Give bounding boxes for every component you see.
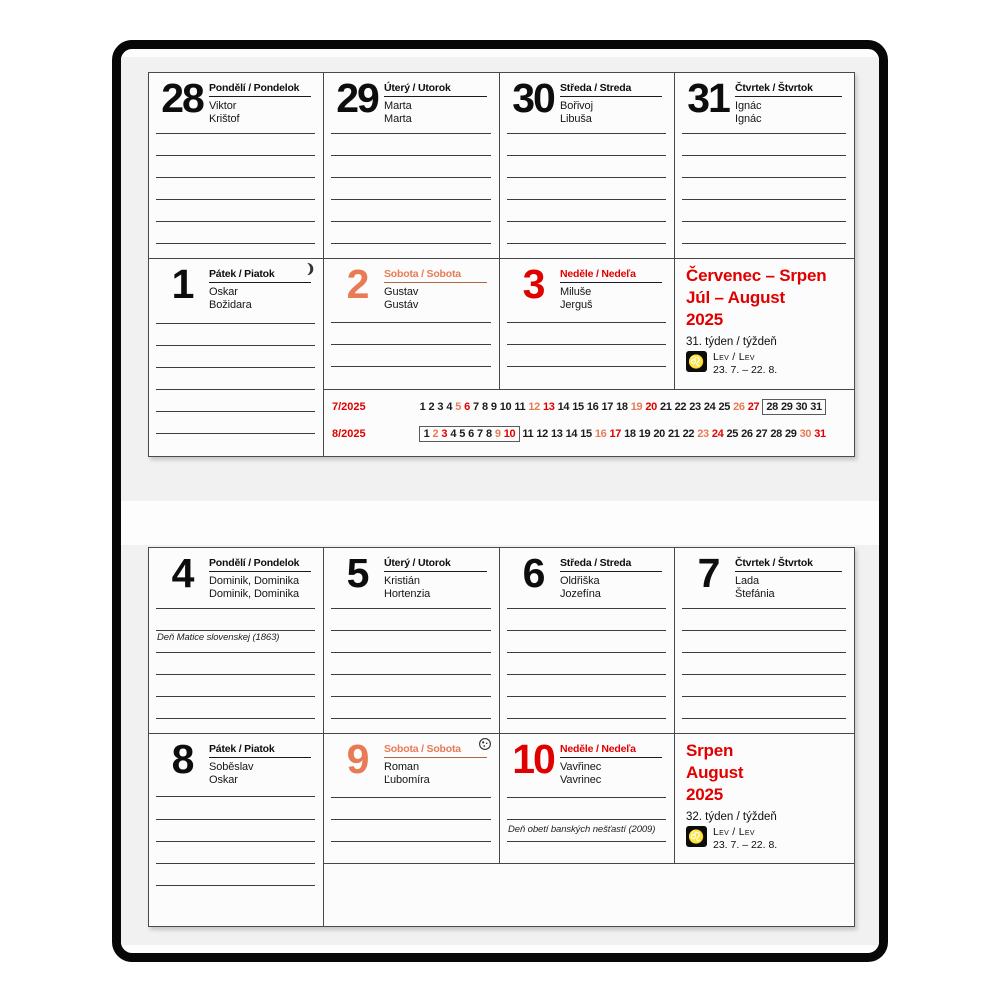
day-name-label: Pátek / Piatok [209,743,311,758]
name-day-name: Kristián [384,575,420,587]
day-number: 2 [346,261,368,307]
week-panel-top [148,72,855,457]
mini-day-5: 5 [455,401,461,413]
ruled-line[interactable] [331,652,491,653]
mini-day-3: 3 [437,401,444,413]
mini-day-6: 6 [464,401,470,413]
mini-day-20: 20 [653,428,665,440]
mini-day-5: 5 [459,428,465,440]
mini-day-13: 13 [551,428,563,440]
mini-day-19: 19 [638,428,651,440]
mini-day-7: 7 [473,401,479,413]
ruled-line[interactable] [682,652,846,653]
ruled-line[interactable] [682,630,846,631]
mini-day-9: 9 [490,401,497,413]
month-title-line: 2025 [686,785,724,804]
day-header [384,268,487,312]
mini-day-2: 2 [428,401,435,413]
day-number: 1 [171,261,193,307]
day-header [384,82,487,126]
ruled-line[interactable] [156,177,315,178]
day-name-label: Úterý / Utorok [384,82,487,97]
full-moon-icon [478,737,492,751]
day-header [384,743,487,787]
ruled-line[interactable] [507,630,666,631]
mini-day-9: 9 [494,428,501,440]
mini-calendar-month-label: 7/2025 [332,401,366,413]
day-number: 28 [161,75,203,121]
ruled-line[interactable] [682,199,846,200]
name-day-name: Oskar [209,286,238,298]
name-day-name: Lada [735,575,760,587]
mini-day-31: 31 [814,428,826,440]
notes-strip [323,863,854,926]
day-header [735,557,842,601]
name-day-name: Libuša [560,113,592,125]
name-day-names [560,100,662,126]
mini-day-22: 22 [682,428,695,440]
leo-zodiac-icon: ♌ [686,351,707,372]
name-day-name: Ignác [735,113,762,125]
name-day-name: Miluše [560,286,592,298]
mini-day-2: 2 [432,428,439,440]
mini-day-12: 12 [536,428,548,440]
mini-calendar-strip [323,389,854,456]
mini-calendar-days [418,399,827,415]
ruled-line[interactable] [682,177,846,178]
name-day-name: Oskar [209,774,238,786]
day-number: 31 [687,75,729,121]
mini-calendar-month-label: 8/2025 [332,428,366,440]
day-name-label: Neděle / Nedeľa [560,268,662,283]
ruled-line[interactable] [507,696,666,697]
ruled-line[interactable] [156,433,315,434]
ruled-line[interactable] [331,696,491,697]
ruled-line[interactable] [156,367,315,368]
current-spread-box [762,399,827,415]
week-number-label: 31. týden / týždeň [686,336,777,348]
name-day-names [209,761,311,787]
day-header [209,557,311,601]
month-info-cell [674,259,854,389]
mini-day-28: 28 [766,401,778,413]
day-number: 5 [346,550,368,596]
ruled-line[interactable] [156,718,315,719]
mini-day-17: 17 [609,428,621,440]
ruled-line[interactable] [682,608,846,609]
name-day-names [209,286,311,312]
mini-day-15: 15 [572,401,584,413]
name-day-names [735,575,842,601]
current-spread-box [419,426,520,442]
month-title-line: Júl – August [686,288,785,307]
mini-day-14: 14 [557,401,570,413]
day-name-label: Čtvrtek / Štvrtok [735,557,842,572]
ruled-line[interactable] [331,221,491,222]
name-day-name: Marta [384,113,412,125]
ruled-line[interactable] [156,389,315,390]
ruled-line[interactable] [507,322,666,323]
day-number: 4 [171,550,193,596]
ruled-line[interactable] [156,796,315,797]
ruled-line[interactable] [331,366,491,367]
day-name-label: Sobota / Sobota [384,743,487,758]
mini-day-27: 27 [747,401,760,413]
mini-day-29: 29 [785,428,797,440]
ruled-line[interactable] [682,155,846,156]
mini-day-19: 19 [630,401,643,413]
ruled-line[interactable] [331,819,491,820]
mini-day-10: 10 [503,428,516,440]
name-day-name: Viktor [209,100,237,112]
mini-day-21: 21 [668,428,680,440]
day-header [735,82,842,126]
ruled-line[interactable] [156,885,315,886]
day-number: 6 [522,550,544,596]
mini-day-4: 4 [450,428,457,440]
ruled-line[interactable] [507,608,666,609]
ruled-line[interactable] [156,841,315,842]
week-number-label: 32. týden / týždeň [686,811,777,823]
zodiac-name: Lev / Lev [713,826,755,838]
ruled-line[interactable] [682,674,846,675]
mini-day-16: 16 [586,401,599,413]
day-header [560,82,662,126]
holiday-note: Deň Matice slovenskej (1863) [157,632,280,643]
name-day-names [209,100,311,126]
day-cell-9 [323,734,499,863]
ruled-line[interactable] [156,696,315,697]
zodiac-row [686,351,777,376]
mini-day-1: 1 [419,401,426,413]
zodiac-name: Lev / Lev [713,351,755,363]
day-cell-30 [499,73,674,259]
day-header [209,743,311,787]
ruled-line[interactable] [507,199,666,200]
day-number: 9 [346,736,368,782]
day-name-label: Sobota / Sobota [384,268,487,283]
ruled-line[interactable] [507,221,666,222]
month-title-line: 2025 [686,310,724,329]
day-cell-28 [149,73,323,259]
day-name-label: Pondělí / Pondelok [209,557,311,572]
mini-day-24: 24 [711,428,724,440]
mini-day-7: 7 [477,428,483,440]
ruled-line[interactable] [331,133,491,134]
mini-day-4: 4 [446,401,453,413]
ruled-line[interactable] [156,345,315,346]
ruled-line[interactable] [507,652,666,653]
mini-calendar-row-7-2025 [332,399,850,415]
ruled-line[interactable] [156,652,315,653]
name-day-name: Soběslav [209,761,254,773]
month-title-line: Srpen [686,741,734,760]
day-header [560,743,662,787]
mini-day-25: 25 [718,401,730,413]
mini-day-22: 22 [674,401,687,413]
mini-day-11: 11 [522,428,534,440]
zodiac-text [713,826,777,851]
ruled-line[interactable] [682,696,846,697]
day-cell-6 [499,548,674,734]
day-number: 7 [697,550,719,596]
ruled-line[interactable] [156,411,315,412]
mini-day-23: 23 [697,428,709,440]
name-day-names [209,575,311,601]
day-name-label: Pátek / Piatok [209,268,311,283]
ruled-line[interactable] [331,322,491,323]
ruled-line[interactable] [507,177,666,178]
ruled-line[interactable] [331,177,491,178]
ruled-line[interactable] [156,819,315,820]
ruled-line[interactable] [682,221,846,222]
name-day-name: Oldřiška [560,575,600,587]
ruled-line[interactable] [156,863,315,864]
ruled-line[interactable] [331,243,491,244]
ruled-line[interactable] [331,608,491,609]
ruled-line[interactable] [156,323,315,324]
name-day-name: Ľubomíra [384,774,430,786]
mini-day-26: 26 [741,428,753,440]
zodiac-row [686,826,777,851]
mini-day-10: 10 [499,401,512,413]
day-header [209,268,311,312]
mini-day-18: 18 [624,428,636,440]
day-header [384,557,487,601]
mini-day-3: 3 [441,428,448,440]
ruled-line[interactable] [507,133,666,134]
day-name-label: Pondělí / Pondelok [209,82,311,97]
day-cell-10 [499,734,674,863]
mini-calendar-days [418,426,827,442]
name-day-name: Gustav [384,286,419,298]
day-cell-7 [674,548,854,734]
leo-zodiac-icon: ♌ [686,826,707,847]
mini-day-6: 6 [468,428,474,440]
mini-day-15: 15 [580,428,592,440]
ruled-line[interactable] [331,674,491,675]
name-day-name: Krištof [209,113,240,125]
mini-day-30: 30 [795,401,808,413]
zodiac-date-range: 23. 7. – 22. 8. [713,838,778,851]
ruled-line[interactable] [156,674,315,675]
mini-day-8: 8 [481,401,488,413]
ruled-line[interactable] [331,344,491,345]
name-day-names [384,100,487,126]
mini-day-17: 17 [601,401,613,413]
ruled-line[interactable] [507,344,666,345]
ruled-line[interactable] [507,819,666,820]
mini-day-26: 26 [733,401,745,413]
month-title-line: August [686,763,744,782]
zodiac-date-range: 23. 7. – 22. 8. [713,363,778,376]
day-cell-2 [323,259,499,389]
name-day-name: Dominik, Dominika [209,575,299,587]
mini-day-31: 31 [810,401,822,413]
name-day-name: Jozefína [560,588,601,600]
day-cell-31 [674,73,854,259]
day-cell-1 [149,259,323,456]
name-day-name: Dominik, Dominika [209,588,299,600]
day-number: 10 [512,736,554,782]
day-name-label: Úterý / Utorok [384,557,487,572]
name-day-name: Ignác [735,100,762,112]
month-info-cell [674,734,854,863]
ruled-line[interactable] [156,221,315,222]
name-day-name: Vavrinec [560,774,602,786]
zodiac-text [713,351,777,376]
day-number: 30 [512,75,554,121]
ruled-line[interactable] [507,718,666,719]
day-cell-4 [149,548,323,734]
ruled-line[interactable] [331,841,491,842]
name-day-name: Hortenzia [384,588,431,600]
ruled-line[interactable] [507,155,666,156]
ruled-line[interactable] [507,243,666,244]
name-day-names [384,286,487,312]
month-title-line: Červenec – Srpen [686,266,827,285]
mini-day-25: 25 [726,428,738,440]
first-quarter-moon-icon [302,262,316,276]
ruled-line[interactable] [156,133,315,134]
name-day-name: Jerguš [560,299,593,311]
mini-day-24: 24 [703,401,716,413]
day-cell-29 [323,73,499,259]
week-panel-bottom [148,547,855,927]
ruled-line[interactable] [156,243,315,244]
mini-day-8: 8 [485,428,492,440]
mini-day-18: 18 [616,401,628,413]
mini-day-27: 27 [755,428,768,440]
day-cell-5 [323,548,499,734]
name-day-name: Božidara [209,299,252,311]
ruled-line[interactable] [331,630,491,631]
mini-day-1: 1 [423,428,430,440]
planner-cover-frame [112,40,888,962]
ruled-line[interactable] [507,797,666,798]
day-name-label: Neděle / Nedeľa [560,743,662,758]
ruled-line[interactable] [507,841,666,842]
ruled-line[interactable] [156,155,315,156]
day-header [560,557,662,601]
ruled-line[interactable] [682,243,846,244]
day-cell-8 [149,734,323,926]
holiday-note: Deň obetí banských nešťastí (2009) [508,824,656,835]
mini-day-16: 16 [594,428,607,440]
name-day-names [384,761,487,787]
month-title [686,740,743,806]
ruled-line[interactable] [156,199,315,200]
mini-day-23: 23 [689,401,701,413]
day-header [209,82,311,126]
mini-day-29: 29 [781,401,793,413]
mini-day-13: 13 [543,401,555,413]
mini-day-11: 11 [514,401,526,413]
ruled-line[interactable] [156,608,315,609]
day-name-label: Čtvrtek / Štvrtok [735,82,842,97]
name-day-names [735,100,842,126]
name-day-names [560,575,662,601]
name-day-names [384,575,487,601]
mini-day-28: 28 [770,428,782,440]
day-name-label: Středa / Streda [560,82,662,97]
mini-day-30: 30 [799,428,812,440]
mini-day-14: 14 [565,428,578,440]
day-cell-3 [499,259,674,389]
ruled-line[interactable] [331,797,491,798]
name-day-name: Roman [384,761,419,773]
ruled-line[interactable] [682,718,846,719]
ruled-line[interactable] [331,199,491,200]
mini-calendar-row-8-2025 [332,426,850,442]
mini-day-20: 20 [645,401,657,413]
ruled-line[interactable] [331,155,491,156]
mini-day-12: 12 [528,401,540,413]
ruled-line[interactable] [331,718,491,719]
ruled-line[interactable] [507,674,666,675]
name-day-name: Gustáv [384,299,419,311]
name-day-names [560,761,662,787]
day-number: 3 [522,261,544,307]
name-day-name: Štefánia [735,588,775,600]
ruled-line[interactable] [156,630,315,631]
name-day-names [560,286,662,312]
ruled-line[interactable] [682,133,846,134]
month-title [686,265,826,331]
ruled-line[interactable] [507,366,666,367]
day-number: 29 [336,75,378,121]
day-number: 8 [171,736,193,782]
name-day-name: Marta [384,100,412,112]
name-day-name: Bořivoj [560,100,593,112]
day-header [560,268,662,312]
day-name-label: Středa / Streda [560,557,662,572]
mini-day-21: 21 [660,401,672,413]
name-day-name: Vavřinec [560,761,602,773]
